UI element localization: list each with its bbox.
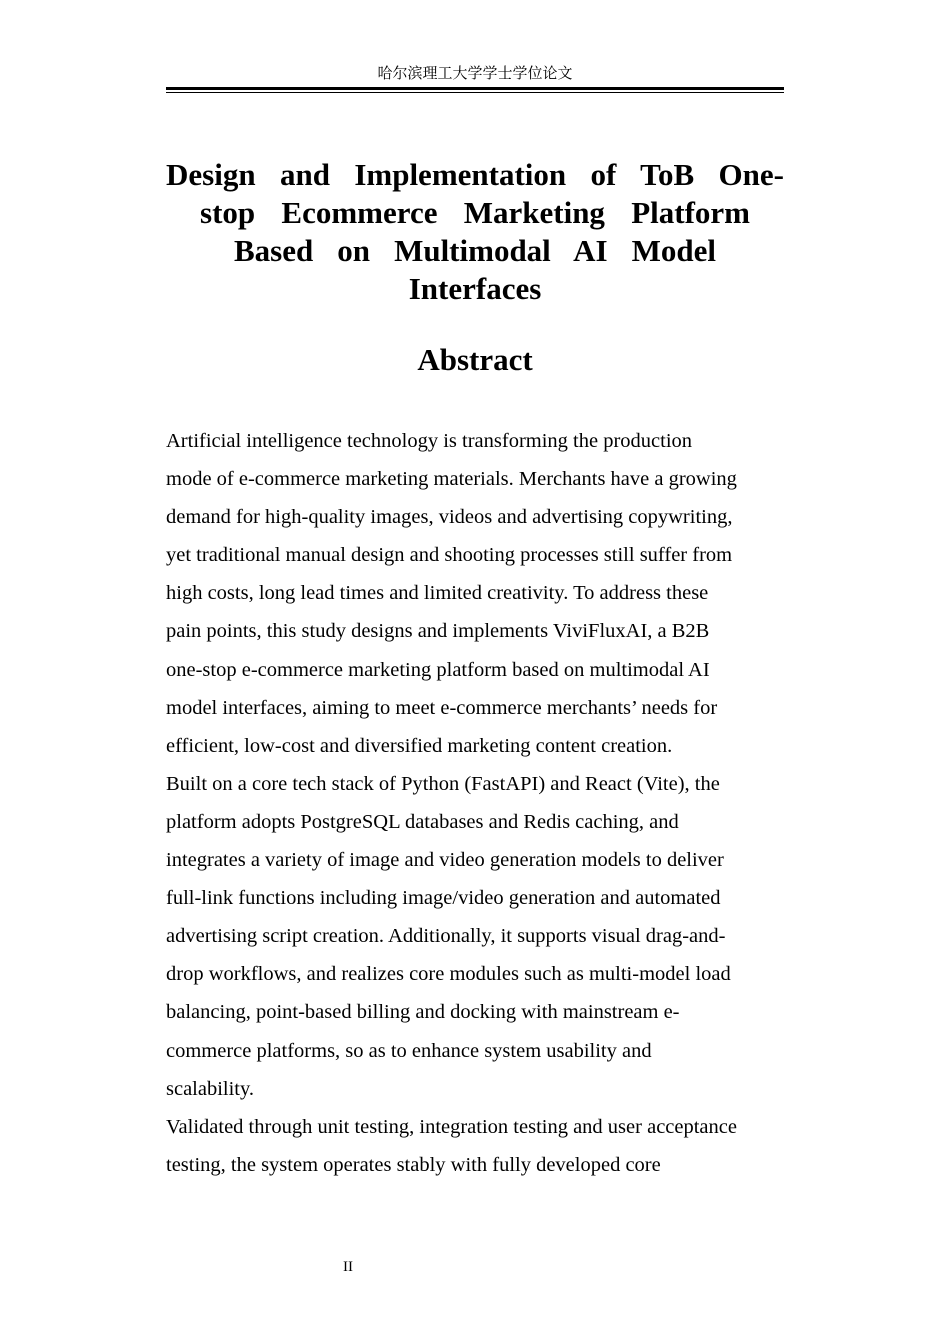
text-line: testing, the system operates stably with fully developed core: [166, 1153, 661, 1176]
text-line: mode of e-commerce marketing materials. Merchants have a growing: [166, 468, 737, 491]
abstract-body: [166, 422, 786, 1184]
title-line-2: stop Ecommerce Marketing Platform: [200, 195, 750, 230]
text-line: drop workflows, and realizes core modules such as multi-model load: [166, 963, 731, 986]
running-header: 哈尔滨理工大学学士学位论文: [377, 66, 573, 82]
title-line-4: Interfaces: [408, 271, 542, 306]
text-line: full-link functions including image/video generation and automated: [166, 887, 721, 910]
header-rule-thin: [166, 92, 784, 93]
title-line-3: Based on Multimodal AI Model: [234, 233, 716, 268]
text-line: Validated through unit testing, integration testing and user acceptance: [166, 1115, 737, 1138]
text-line: balancing, point-based billing and docking with mainstream e-: [166, 1001, 680, 1024]
abstract-heading: Abstract: [417, 342, 533, 377]
thesis-title: [166, 156, 784, 308]
page-number: II: [343, 1259, 353, 1275]
text-line: integrates a variety of image and video generation models to deliver: [166, 849, 724, 872]
text-line: Artificial intelligence technology is transforming the production: [166, 430, 693, 452]
text-line: Built on a core tech stack of Python (FastAPI) and React (Vite), the: [166, 772, 720, 795]
text-line: advertising script creation. Additionally, it supports visual drag-and-: [166, 925, 726, 948]
text-line: one-stop e-commerce marketing platform based on multimodal AI: [166, 658, 710, 681]
text-line: demand for high-quality images, videos and advertising copywriting,: [166, 506, 733, 529]
abstract-paragraph-2: [166, 765, 786, 1108]
abstract-paragraph-3: [166, 1108, 786, 1184]
text-line: yet traditional manual design and shooting processes still suffer from: [166, 544, 733, 567]
title-line-1: Design and Implementation of ToB One-: [166, 157, 784, 192]
abstract-paragraph-1: [166, 422, 786, 765]
text-line: pain points, this study designs and implements ViviFluxAI, a B2B: [166, 620, 710, 643]
text-line: commerce platforms, so as to enhance system usability and: [166, 1039, 652, 1062]
text-line: efficient, low-cost and diversified marketing content creation.: [166, 734, 673, 757]
text-line: scalability.: [166, 1077, 255, 1100]
text-line: high costs, long lead times and limited creativity. To address these: [166, 582, 709, 605]
header-rule-thick: [166, 87, 784, 90]
text-line: model interfaces, aiming to meet e-commerce merchants’ needs for: [166, 696, 718, 719]
text-line: platform adopts PostgreSQL databases and Redis caching, and: [166, 810, 679, 833]
